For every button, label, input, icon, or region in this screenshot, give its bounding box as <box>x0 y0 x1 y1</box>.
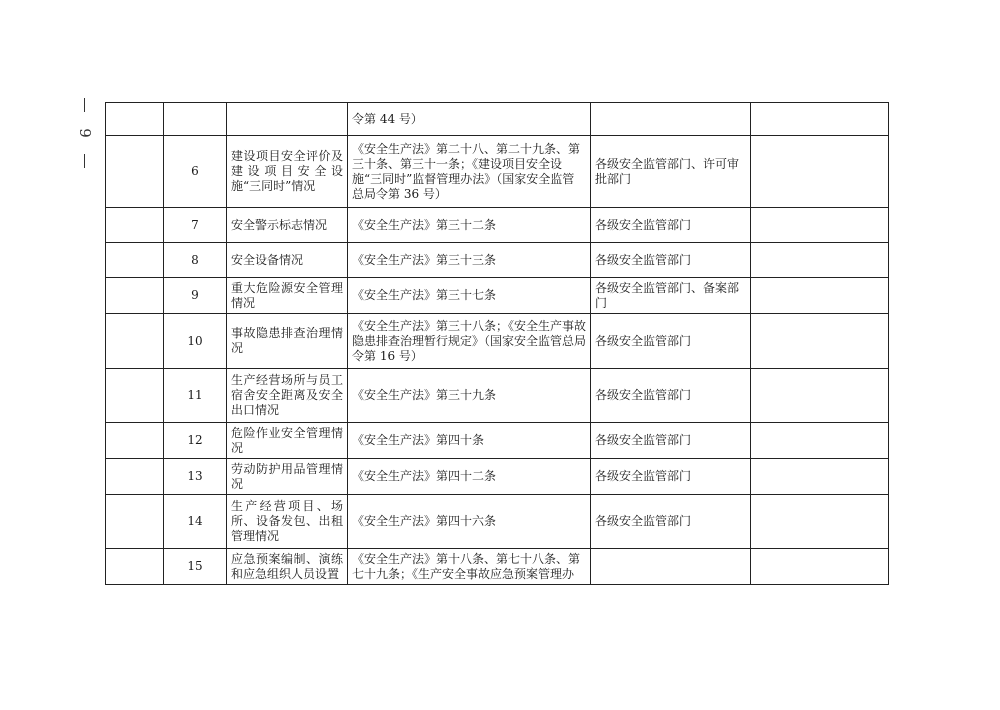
item-cell: 安全警示标志情况 <box>227 208 348 243</box>
page-number-dash-top <box>84 98 85 112</box>
department-cell: 各级安全监管部门 <box>591 208 751 243</box>
blank-cell <box>106 136 164 208</box>
note-cell <box>751 495 889 549</box>
note-cell <box>751 278 889 314</box>
blank-cell <box>106 369 164 423</box>
note-cell <box>751 103 889 136</box>
department-cell <box>591 549 751 585</box>
blank-cell <box>106 495 164 549</box>
department-cell: 各级安全监管部门、许可审批部门 <box>591 136 751 208</box>
blank-cell <box>106 423 164 459</box>
basis-cell: 《安全生产法》第四十六条 <box>348 495 591 549</box>
note-cell <box>751 136 889 208</box>
blank-cell <box>106 208 164 243</box>
table-row <box>106 423 889 459</box>
blank-cell <box>106 459 164 495</box>
basis-cell: 《安全生产法》第三十九条 <box>348 369 591 423</box>
note-cell <box>751 423 889 459</box>
table-row <box>106 103 889 136</box>
row-number-cell: 13 <box>164 459 227 495</box>
item-cell: 危险作业安全管理情况 <box>227 423 348 459</box>
basis-cell: 《安全生产法》第三十二条 <box>348 208 591 243</box>
row-number-cell: 15 <box>164 549 227 585</box>
table-row <box>106 495 889 549</box>
item-cell: 事故隐患排查治理情况 <box>227 314 348 369</box>
department-cell: 各级安全监管部门 <box>591 459 751 495</box>
item-cell: 建设项目安全评价及建设项目安全设施“三同时”情况 <box>227 136 348 208</box>
page-number-text: 9 <box>75 128 94 138</box>
blank-cell <box>106 243 164 278</box>
blank-cell <box>106 314 164 369</box>
table-row <box>106 136 889 208</box>
table-row <box>106 314 889 369</box>
note-cell <box>751 369 889 423</box>
page-number <box>70 98 100 168</box>
department-cell: 各级安全监管部门 <box>591 423 751 459</box>
table-row <box>106 549 889 585</box>
basis-cell: 《安全生产法》第三十七条 <box>348 278 591 314</box>
item-cell: 生产经营项目、场所、设备发包、出租管理情况 <box>227 495 348 549</box>
row-number-cell: 14 <box>164 495 227 549</box>
table-row <box>106 369 889 423</box>
note-cell <box>751 314 889 369</box>
note-cell <box>751 459 889 495</box>
item-cell: 安全设备情况 <box>227 243 348 278</box>
basis-cell: 《安全生产法》第三十八条；《安全生产事故隐患排查治理暂行规定》（国家安全监管总局令第 16 号） <box>348 314 591 369</box>
basis-cell: 《安全生产法》第四十二条 <box>348 459 591 495</box>
table-row <box>106 278 889 314</box>
item-cell: 重大危险源安全管理情况 <box>227 278 348 314</box>
item-cell: 劳动防护用品管理情况 <box>227 459 348 495</box>
item-cell <box>227 103 348 136</box>
item-cell: 生产经营场所与员工宿舍安全距离及安全出口情况 <box>227 369 348 423</box>
table-row <box>106 243 889 278</box>
note-cell <box>751 208 889 243</box>
department-cell: 各级安全监管部门 <box>591 314 751 369</box>
department-cell: 各级安全监管部门 <box>591 495 751 549</box>
row-number-cell: 7 <box>164 208 227 243</box>
department-cell <box>591 103 751 136</box>
blank-cell <box>106 103 164 136</box>
basis-cell: 《安全生产法》第十八条、第七十八条、第七十九条；《生产安全事故应急预案管理办 <box>348 549 591 585</box>
row-number-cell: 9 <box>164 278 227 314</box>
department-cell: 各级安全监管部门 <box>591 369 751 423</box>
basis-cell: 《安全生产法》第二十八、第二十九条、第三十条、第三十一条；《建设项目安全设施“三同时”监督管理办法》（国家安全监管总局令第 36 号） <box>348 136 591 208</box>
row-number-cell: 10 <box>164 314 227 369</box>
row-number-cell <box>164 103 227 136</box>
basis-cell: 令第 44 号） <box>348 103 591 136</box>
row-number-cell: 8 <box>164 243 227 278</box>
item-cell: 应急预案编制、演练和应急组织人员设置 <box>227 549 348 585</box>
page-number-dash-bottom <box>84 154 85 168</box>
note-cell <box>751 549 889 585</box>
basis-cell: 《安全生产法》第三十三条 <box>348 243 591 278</box>
department-cell: 各级安全监管部门、备案部门 <box>591 278 751 314</box>
table-row <box>106 459 889 495</box>
row-number-cell: 12 <box>164 423 227 459</box>
row-number-cell: 6 <box>164 136 227 208</box>
table-row <box>106 208 889 243</box>
blank-cell <box>106 278 164 314</box>
department-cell: 各级安全监管部门 <box>591 243 751 278</box>
basis-cell: 《安全生产法》第四十条 <box>348 423 591 459</box>
row-number-cell: 11 <box>164 369 227 423</box>
note-cell <box>751 243 889 278</box>
blank-cell <box>106 549 164 585</box>
inspection-items-table <box>105 102 889 585</box>
